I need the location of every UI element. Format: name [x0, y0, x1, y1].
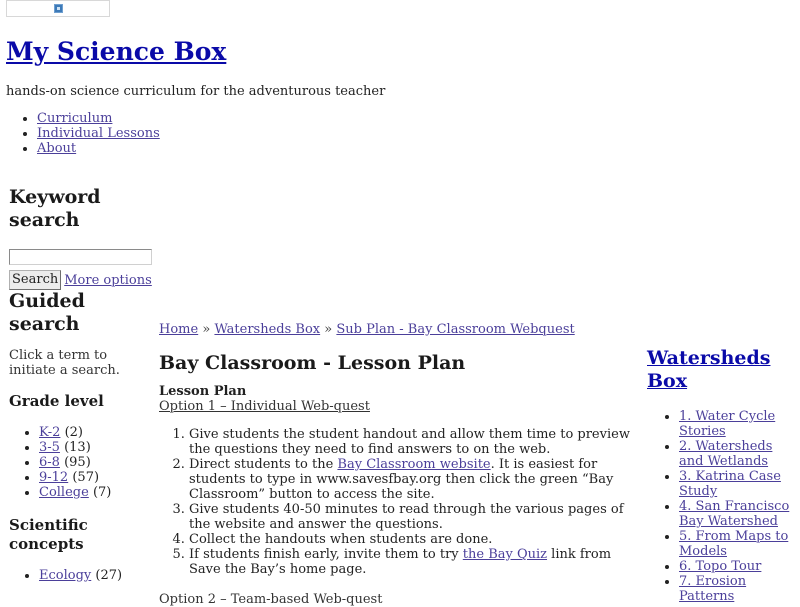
lesson-step: 1. Give students the student handout and allow them time to preview the questions they need to find answers to on the web. [189, 427, 641, 457]
facet-link-ecology[interactable]: Ecology [39, 568, 92, 583]
left-sidebar [9, 186, 154, 583]
site-title [6, 36, 226, 68]
main-nav [0, 111, 160, 156]
breadcrumb-home[interactable]: Home [159, 322, 199, 337]
breadcrumb [159, 321, 641, 338]
facet-count: (7) [92, 485, 112, 500]
step-text: link from Save the Bay’s home page. [189, 547, 612, 577]
facet-count: (27) [95, 568, 123, 583]
step-text: . It is easiest for students to type in www.savesfbay.org then click the green “Bay Classroom” button to access the site. [189, 457, 614, 502]
box-lesson-item [679, 439, 797, 469]
box-lesson-item [679, 529, 797, 559]
box-lesson-item [679, 409, 797, 439]
breadcrumb-separator: » [202, 322, 211, 337]
facet-item [39, 440, 154, 455]
facet-count: (57) [72, 470, 100, 485]
breadcrumb-watersheds-box[interactable]: Watersheds Box [214, 322, 321, 337]
scientific-concepts-heading: Scientific concepts [9, 516, 88, 553]
grade-level-list [9, 425, 154, 500]
step-text: If students finish early, invite them to try [189, 547, 463, 562]
facet-item [39, 455, 154, 470]
box-lesson-item [679, 499, 797, 529]
facet-count: (2) [64, 425, 83, 440]
main-content [159, 321, 641, 607]
facet-item [39, 568, 154, 583]
section-label: Lesson Plan [159, 384, 247, 399]
search-button[interactable]: Search [9, 270, 61, 290]
lesson-link-watersheds-and-wetlands[interactable]: 2. Watersheds and Wetlands [679, 439, 773, 469]
nav-item-individual-lessons [37, 126, 160, 141]
box-lesson-item [679, 469, 797, 499]
page-title: Bay Classroom - Lesson Plan [159, 352, 466, 374]
facet-item [39, 485, 154, 500]
keyword-search-heading: Keyword search [9, 186, 101, 231]
lesson-steps [159, 427, 641, 577]
lesson-link-sf-bay-watershed[interactable]: 4. San Francisco Bay Watershed [679, 499, 790, 529]
facet-item [39, 470, 154, 485]
lesson-link-topo-tour[interactable]: 6. Topo Tour [679, 559, 762, 574]
box-lesson-item [679, 559, 797, 574]
search-actions [9, 270, 154, 290]
broken-image-icon [54, 4, 63, 13]
lesson-link-katrina-case-study[interactable]: 3. Katrina Case Study [679, 469, 781, 499]
guided-search-heading: Guided search [9, 290, 85, 335]
site-title-link[interactable]: My Science Box [6, 37, 227, 66]
option-title: Option 1 – Individual Web-quest [159, 399, 370, 414]
nav-link-about[interactable]: About [37, 141, 77, 156]
nav-link-curriculum[interactable]: Curriculum [37, 111, 113, 126]
broken-logo-image [6, 0, 110, 17]
facet-link-college[interactable]: College [39, 485, 89, 500]
box-heading [647, 347, 797, 393]
facet-link-9-12[interactable]: 9-12 [39, 470, 69, 485]
facet-item [39, 425, 154, 440]
next-option-title: Option 2 – Team-based Web-quest [159, 592, 383, 607]
watersheds-box-link[interactable]: Watersheds Box [647, 347, 771, 392]
lesson-link-water-cycle-stories[interactable]: 1. Water Cycle Stories [679, 409, 776, 439]
facet-count: (95) [64, 455, 91, 470]
right-sidebar [647, 347, 797, 604]
grade-level-heading: Grade level [9, 392, 104, 410]
bay-quiz-link[interactable]: the Bay Quiz [462, 547, 548, 562]
lesson-link-maps-to-models[interactable]: 5. From Maps to Models [679, 529, 789, 559]
scientific-concepts-list [9, 568, 154, 583]
box-lesson-list [647, 409, 797, 604]
site-tagline: hands-on science curriculum for the adventurous teacher [6, 84, 386, 99]
nav-item-about [37, 141, 160, 156]
lesson-link-erosion-patterns[interactable]: 7. Erosion Patterns [679, 574, 747, 604]
more-options-link[interactable]: More options [64, 272, 152, 288]
step-text: Direct students to the [189, 457, 338, 472]
guided-search-hint: Click a term to initiate a search. [9, 348, 120, 378]
lesson-step: 3. Give students 40-50 minutes to read through the various pages of the website and answer the questions. [189, 502, 641, 532]
lesson-step [189, 457, 641, 502]
breadcrumb-separator: » [324, 322, 333, 337]
facet-link-3-5[interactable]: 3-5 [39, 440, 60, 455]
facet-link-k-2[interactable]: K-2 [39, 425, 61, 440]
nav-link-individual-lessons[interactable]: Individual Lessons [37, 126, 160, 141]
lesson-step [189, 547, 641, 577]
keyword-search-input[interactable] [9, 249, 152, 265]
lesson-step: 4. Collect the handouts when students are done. [189, 532, 641, 547]
facet-link-6-8[interactable]: 6-8 [39, 455, 60, 470]
bay-classroom-website-link[interactable]: Bay Classroom website [337, 457, 491, 472]
breadcrumb-sub-plan[interactable]: Sub Plan - Bay Classroom Webquest [336, 322, 575, 337]
facet-count: (13) [64, 440, 91, 455]
nav-item-curriculum [37, 111, 160, 126]
